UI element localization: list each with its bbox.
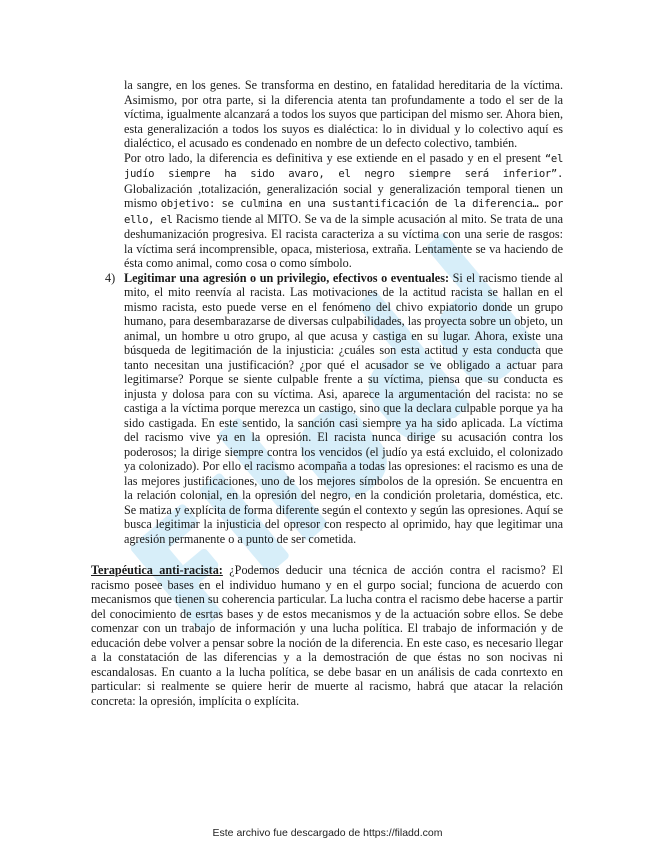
otro-lado-part-3: Racismo tiende al MITO. Se va de la simple acusación al mito. Se trata de una deshumanización progresiva. El racista caracteriza a su víctima con una serie de rasgos: la víctima será incomprensible, opaca, misteriosa, extraña. Lentamente se va haciendo de ésta como animal, como cosa o como símbolo. xyxy=(124,211,563,270)
paragraph-intro xyxy=(124,78,563,151)
paragraph-otro-lado xyxy=(124,151,563,271)
otro-lado-part-1: Por otro lado, la diferencia es definitiva y ese extiende en el pasado y en el present xyxy=(124,150,545,165)
list-item-4 xyxy=(105,270,563,547)
download-footer: Este archivo fue descargado de https://filadd.com xyxy=(212,827,443,839)
otro-lado-objetivo: objetivo: se culmina en una sustantificación de la diferencia… por ello, el xyxy=(124,198,563,226)
document-body xyxy=(0,78,655,708)
otro-lado-quote: “el judío siempre ha sido avaro, el negro siempre será inferior”. xyxy=(124,152,563,180)
paragraph-otro-lado-text xyxy=(124,151,563,271)
section-terapeutica xyxy=(91,563,563,708)
section-terapeutica-text xyxy=(91,563,563,708)
list-item-4-body: Si el racismo tiende al mito, el mito reenvía al racista. Las motivaciones de la actitud racista se hallan en el mismo racista, esto puede verse en el fenómeno del chivo expiatorio donde un grupo humano, para desembarazarse de diversas culpabilidades, las proyecta sobre un objeto, un animal, un hombre u otro grupo, al que acusa y castiga en su lugar. Ahora, existe una búsqueda de legitimación de la injusticia: ¿cuáles son esta actitud y esta conducta que tanto necesitan una justificación? ¿por qué el acusador se ve obligado a actuar para legitimarse? Porque se siente culpable frente a su víctima, piensa que su conducta es injusta y dolosa para con su víctima. Asi, aparece la argumentación del racista: no se castiga a la víctima porque merezca un castigo, sino que la declara culpable porque ya ha sido castigada. En este sentido, la sanción casi siempre ya ha sido aplicada. La víctima del racismo vive ya en la opresión. El racista nunca dirige su acusación contra los poderosos; la dirige siempre contra los vencidos (el judío ya está excluido, el colonizado ya colonizado). Por ello el racismo acompaña a todas las opresiones: el racismo es una de las mejores justificaciones, uno de los mejores símbolos de la opresión. Se encuentra en la relación colonial, en la opresión del negro, en la condición proletaria, doméstica, etc. Se matiza y explícita de forma diferente según el contexto y según las opresiones. Aquí se busca legitimar la injusticia del opresor con respecto al oprimido, hay que legitimar una agresión permanente o a punto de ser cometida. xyxy=(124,270,563,546)
list-item-4-title: Legitimar una agresión o un privilegio, efectivos o eventuales: xyxy=(124,270,450,285)
section-terapeutica-title: Terapéutica anti-racista: xyxy=(91,563,223,577)
list-item-4-text xyxy=(124,271,563,547)
otro-lado-part-2: Globalización ,totalización, generalización social y generalización temporal tienen un mismo xyxy=(124,181,563,210)
paragraph-intro-text: la sangre, en los genes. Se transforma en destino, en fatalidad hereditaria de la víctima. Asimismo, por otra parte, si la diferencia atenta tan profundamente a todo el ser de la víctima, igualmente alcanzará a todos los suyos que participan del mismo ser. Ahora bien, esta generalización a todos los suyos es dialéctica: lo in dividual y lo colectivo aquí es dialéctico, el acusado es condenado en nombre de un defecto colectivo, también. xyxy=(124,78,563,150)
list-item-number: 4) xyxy=(105,270,116,285)
section-terapeutica-body: ¿Podemos deducir una técnica de acción contra el racismo? El racismo posee bases en el individuo humano y en el gurpo social; funciona de acuerdo con mecanismos que tienen su coherencia particular. La lucha contra el racismo debe hacerse a partir del conocimiento de esrtas bases y de estos mecanismos y de la actuación sobre ellos. Se debe comenzar con un trabajo de información y una lucha política. El trabajo de información y de educación debe volver a pensar sobre la noción de la diferencia. En este caso, es necesario llegar a la constatación de las diferencias y a la demostración de que éstas no son nocivas ni escandalosas. En cuanto a la lucha política, se debe basar en un análisis de cada conrtexto en particular: si realmente se quiere herir de muerte al racismo, habrá que atacar la relación concreta: la opresión, implícita o explícita. xyxy=(91,563,563,708)
